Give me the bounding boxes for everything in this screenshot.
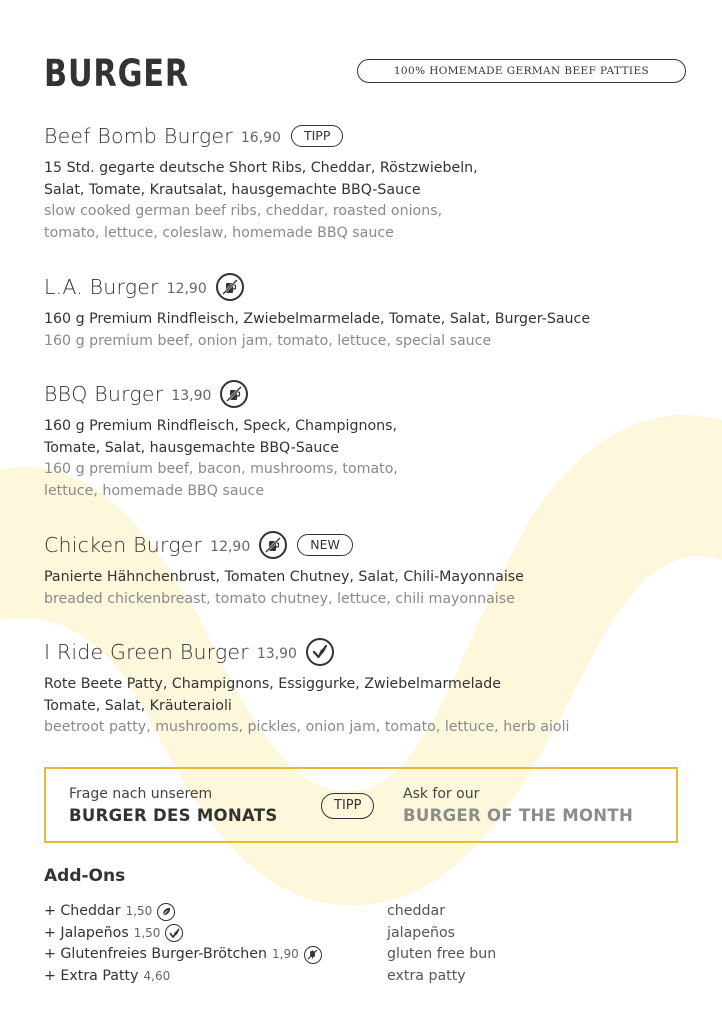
item-description-en: slow cooked german beef ribs, cheddar, roasted onions, tomato, lettuce, coleslaw, homemade BBQ sauce <box>44 203 443 241</box>
addon-name-en: extra patty <box>387 967 466 984</box>
item-name: L.A. Burger <box>44 275 159 299</box>
addon-name: + Glutenfreies Burger-Brötchen <box>44 946 268 962</box>
menu-item-la-burger <box>44 271 694 352</box>
item-price: 12,90 <box>210 538 251 555</box>
no-alcohol-icon <box>220 380 248 408</box>
item-description-en: 160 g premium beef, onion jam, tomato, lettuce, special sauce <box>44 332 492 349</box>
menu-item-beef-bomb-burger <box>44 120 694 244</box>
item-name: Beef Bomb Burger <box>44 124 233 148</box>
addon-name: + Jalapeños <box>44 924 129 941</box>
addon-item <box>44 944 684 966</box>
item-description-en: beetroot patty, mushrooms, pickles, onion jam, tomato, lettuce, herb aioli <box>44 719 570 735</box>
item-price: 13,90 <box>171 387 212 404</box>
item-description-en: 160 g premium beef, bacon, mushrooms, tomato, lettuce, homemade BBQ sauce <box>44 461 398 499</box>
menu-item-chicken-burger <box>44 529 694 610</box>
tipp-badge: TIPP <box>321 793 374 819</box>
item-description-en: breaded chickenbreast, tomato chutney, lettuce, chili mayonnaise <box>44 590 515 607</box>
addon-price: 1,90 <box>272 947 299 961</box>
item-price: 12,90 <box>166 280 207 297</box>
promo-intro-de: Frage nach unserem <box>69 786 213 802</box>
item-name: I Ride Green Burger <box>44 640 249 664</box>
promo-intro-en: Ask for our <box>403 786 480 802</box>
addon-name-en: jalapeños <box>387 924 456 941</box>
page-title: BURGER <box>44 52 190 95</box>
addon-name-en: gluten free bun <box>387 946 497 962</box>
addon-item <box>44 901 684 923</box>
item-description-de: 160 g Premium Rindfleisch, Zwiebelmarmelade, Tomate, Salat, Burger-Sauce <box>44 311 591 327</box>
item-price: 16,90 <box>240 129 281 146</box>
addon-item <box>44 923 684 945</box>
vegetarian-check-icon <box>306 638 334 666</box>
item-price: 13,90 <box>256 645 297 662</box>
addon-price: 4,60 <box>143 968 171 983</box>
addon-name: + Extra Patty <box>44 967 139 984</box>
menu-item-i-ride-green-burger <box>44 636 694 739</box>
addon-name-en: cheddar <box>387 903 446 919</box>
item-name: Chicken Burger <box>44 533 203 557</box>
tipp-badge: TIPP <box>291 125 343 147</box>
addon-name: + Cheddar <box>44 903 121 919</box>
item-description-de: 15 Std. gegarte deutsche Short Ribs, Cheddar, Röstzwiebeln, Salat, Tomate, Krautsalat, hausgemachte BBQ-Sauce <box>44 160 478 198</box>
item-name: BBQ Burger <box>44 382 164 406</box>
promo-title-de: BURGER DES MONATS <box>69 806 278 825</box>
item-description-de: 160 g Premium Rindfleisch, Speck, Champignons, Tomate, Salat, hausgemachte BBQ-Sauce <box>44 418 398 456</box>
item-description-de: Rote Beete Patty, Champignons, Essiggurke, Zwiebelmarmelade Tomate, Salat, Kräuteraioli <box>44 676 501 714</box>
addon-price: 1,50 <box>125 904 153 918</box>
item-description-de: Panierte Hähnchenbrust, Tomaten Chutney, Salat, Chili-Mayonnaise <box>44 569 524 585</box>
gluten-free-icon <box>304 946 322 964</box>
tagline-badge: 100% HOMEMADE GERMAN BEEF PATTIES <box>357 59 686 83</box>
promo-title-en: BURGER OF THE MONTH <box>403 806 634 825</box>
addon-price: 1,50 <box>133 925 161 940</box>
new-badge: NEW <box>297 534 353 556</box>
menu-item-bbq-burger <box>44 378 694 502</box>
vegan-check-icon <box>165 924 183 942</box>
addons-list <box>44 901 684 987</box>
no-alcohol-icon <box>216 273 244 301</box>
vegetarian-leaf-icon <box>157 903 175 921</box>
addon-item <box>44 966 684 988</box>
no-alcohol-icon <box>259 531 287 559</box>
addons-heading: Add-Ons <box>44 866 126 886</box>
burger-of-the-month-box <box>44 767 678 843</box>
